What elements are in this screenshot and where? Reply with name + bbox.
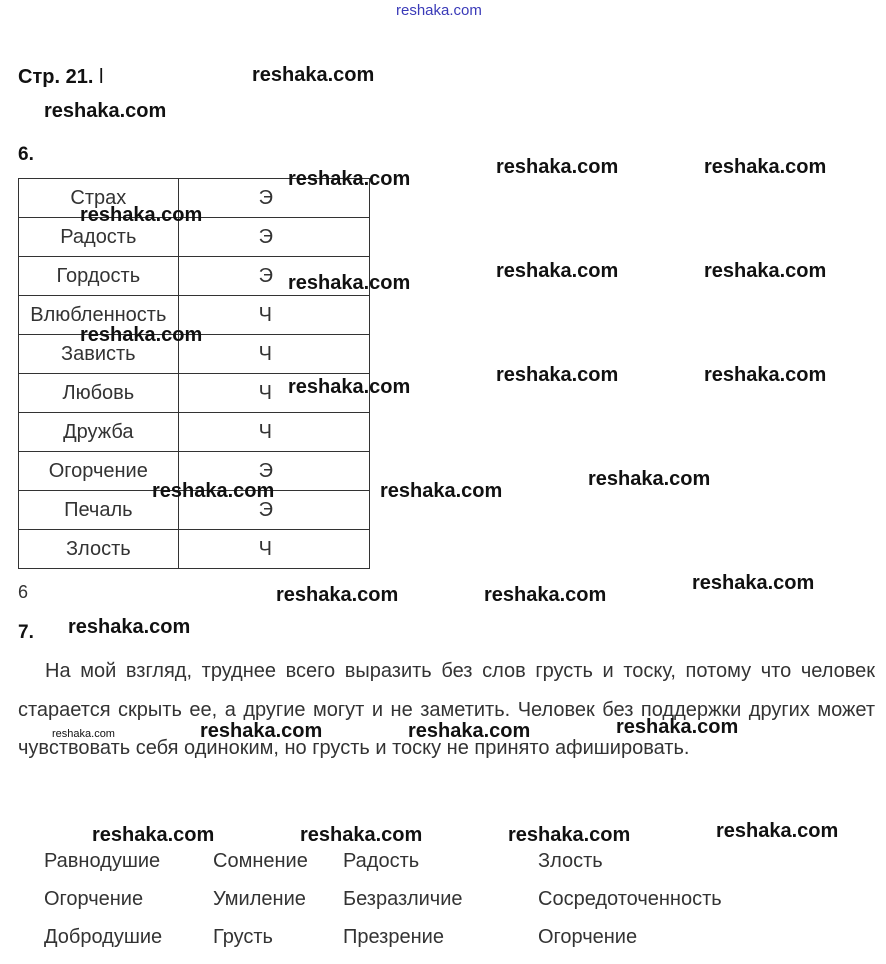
watermark: reshaka.com bbox=[616, 716, 739, 738]
watermark-top: reshaka.com bbox=[396, 2, 482, 19]
word-item: Грусть bbox=[213, 926, 273, 948]
mark-cell: Э bbox=[178, 452, 369, 491]
word-item: Презрение bbox=[343, 926, 444, 948]
watermark: reshaka.com bbox=[496, 156, 619, 178]
word-item: Сосредоточенность bbox=[538, 888, 722, 910]
watermark: reshaka.com bbox=[496, 364, 619, 386]
mark-cell: Ч bbox=[178, 335, 369, 374]
watermark: reshaka.com bbox=[288, 376, 411, 398]
emotion-cell: Огорчение bbox=[19, 452, 179, 491]
word-item: Добродушие bbox=[44, 926, 163, 948]
watermark: reshaka.com bbox=[496, 260, 619, 282]
table-row bbox=[19, 413, 370, 452]
watermark: reshaka.com bbox=[80, 204, 203, 226]
mark-cell: Ч bbox=[178, 530, 369, 569]
mark-cell: Ч bbox=[178, 374, 369, 413]
emotion-cell: Страх bbox=[19, 179, 179, 218]
watermark: reshaka.com bbox=[716, 820, 839, 842]
answer-paragraph: На мой взгляд, труднее всего выразить без слов грусть и тоску, потому что человек старается скрыть ее, а другие могут и не заметить. Человек без поддержки других может чувствовать себя одиноким, но грусть и тоску не принято афишировать. bbox=[18, 660, 875, 759]
emotion-cell: Злость bbox=[19, 530, 179, 569]
word-item: Огорчение bbox=[44, 888, 144, 910]
table-row bbox=[19, 530, 370, 569]
watermark: reshaka.com bbox=[704, 260, 827, 282]
word-item: Радость bbox=[343, 850, 420, 872]
watermark: reshaka.com bbox=[508, 824, 631, 846]
watermark: reshaka.com bbox=[80, 324, 203, 346]
word-item: Равнодушие bbox=[44, 850, 161, 872]
word-item: Злость bbox=[538, 850, 603, 872]
mark-cell: Ч bbox=[178, 296, 369, 335]
watermark: reshaka.com bbox=[380, 480, 503, 502]
watermark: reshaka.com bbox=[68, 616, 191, 638]
watermark: reshaka.com bbox=[704, 156, 827, 178]
word-item: Сомнение bbox=[213, 850, 308, 872]
emotion-cell: Радость bbox=[19, 218, 179, 257]
stray-char: 6 bbox=[18, 582, 29, 602]
watermark: reshaka.com bbox=[300, 824, 423, 846]
emotion-cell: Печаль bbox=[19, 491, 179, 530]
emotion-cell: Зависть bbox=[19, 335, 179, 374]
watermark: reshaka.com bbox=[92, 824, 215, 846]
watermark: reshaka.com bbox=[588, 468, 711, 490]
task-6-label: 6. bbox=[18, 144, 34, 165]
watermark: reshaka.com bbox=[276, 584, 399, 606]
page-heading-text: Стр. 21. bbox=[18, 66, 99, 88]
mark-cell: Э bbox=[178, 179, 369, 218]
word-item: Безразличие bbox=[343, 888, 463, 910]
page-heading bbox=[18, 66, 103, 89]
watermark: reshaka.com bbox=[152, 480, 275, 502]
emotion-cell: Влюбленность bbox=[19, 296, 179, 335]
watermark: reshaka.com bbox=[44, 100, 167, 122]
word-item: Умиление bbox=[213, 888, 306, 910]
emotion-cell: Любовь bbox=[19, 374, 179, 413]
watermark: reshaka.com bbox=[288, 272, 411, 294]
watermark: reshaka.com bbox=[484, 584, 607, 606]
mark-cell: Э bbox=[178, 257, 369, 296]
word-item: Огорчение bbox=[538, 926, 638, 948]
watermark: reshaka.com bbox=[704, 364, 827, 386]
watermark: reshaka.com bbox=[288, 168, 411, 190]
watermark: reshaka.com bbox=[252, 64, 375, 86]
watermark: reshaka.com bbox=[692, 572, 815, 594]
emotion-cell: Гордость bbox=[19, 257, 179, 296]
mark-cell: Ч bbox=[178, 413, 369, 452]
mark-cell: Э bbox=[178, 218, 369, 257]
task-7-label: 7. bbox=[18, 622, 34, 643]
page-heading-cut: l bbox=[98, 66, 104, 88]
emotion-cell: Дружба bbox=[19, 413, 179, 452]
mark-cell: Э bbox=[178, 491, 369, 530]
watermark: reshaka.com bbox=[200, 720, 323, 742]
emotion-table bbox=[18, 178, 370, 569]
watermark-small: reshaka.com bbox=[52, 728, 115, 740]
watermark: reshaka.com bbox=[408, 720, 531, 742]
